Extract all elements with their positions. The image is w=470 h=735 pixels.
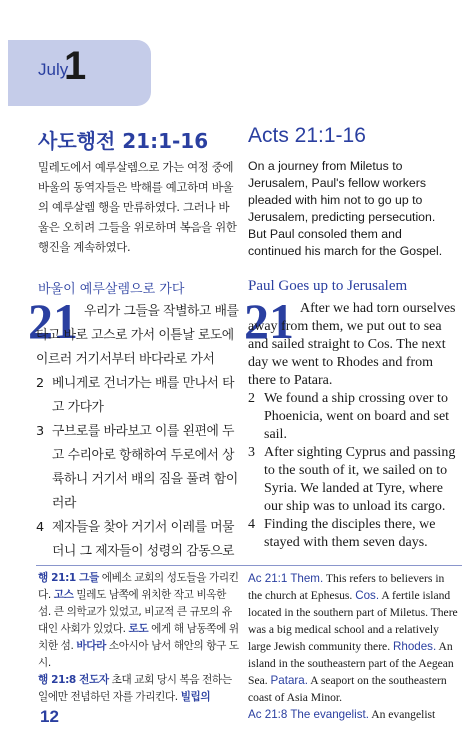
verse-1-korean: 우리가 그들을 작별하고 배를 타고 바로 고스로 가서 이튿날 로도에 이르러 거기서부터 바다라로 가서 [36,304,239,367]
intro-english: On a journey from Miletus to Jerusalem, Paul's fellow workers pleaded with him not to go up to Jerusalem, predicting persecution. But Paul consoled them and continued his march for the Gospel. [248,159,443,258]
note-text: A fertile island located in the southern part of Miletus. There was a big medical school and a relatively large Jewish community there. [248,589,458,653]
note-reference: 로도 [128,623,149,635]
month-label: July [38,60,69,79]
note-reference: 행 21:1 그들 [38,572,99,584]
section-heading-korean: 바울이 예루살렘으로 가다 [38,282,185,297]
verse-text: After sighting Cyprus and passing to the south of it, we sailed on to Syria. We landed at Tyre, where our ship was to unload its cargo. [264,445,456,514]
verse-text: 베니게로 건너가는 배를 만나서 타고 가다가 [52,376,235,415]
verse-number: 4 [36,520,44,535]
note-reference: 행 21:8 전도자 [38,674,109,686]
verse-text: We found a ship crossing over to Phoenicia, went on board and set sail. [264,391,450,442]
day-number: 1 [64,44,87,88]
verse-3-korean [36,420,241,516]
note-reference: Cos. [355,589,380,602]
verse-1-english: After we had torn ourselves away from them, we put out to sea and sailed straight to Cos. The next day we went to Rhodes and from there to Patara. [248,301,456,388]
note-reference: Ac 21:1 Them. [248,572,324,585]
verse-text: Finding the disciples there, we stayed with them seven days. [264,517,436,550]
verse-number: 4 [248,517,255,532]
study-notes-korean [38,570,241,706]
verse-4-korean [36,516,241,564]
note-text: 에베소 교회의 성도들을 가리킨다. [38,572,239,601]
note-text: 에게 해 남동쪽에 위치한 섬. [38,623,239,652]
note-text: This refers to believers in the church at Ephesus. [248,572,445,602]
note-reference: Rhodes. [393,640,437,653]
verse-number: 3 [248,445,255,460]
chapter-number-english: 21 [244,293,294,349]
note-reference: 빌립의 [180,691,211,703]
verse-number: 2 [36,376,44,391]
note-reference: 바다라 [76,640,106,652]
passage-title-english: Acts 21:1-16 [248,124,366,147]
note-text: An evangelist [368,708,436,721]
note-text: 소아시아 남서 해안의 항구 도시. [38,640,239,669]
note-text: 초대 교회 당시 복음 전하는 일에만 전념하던 자를 가리킨다. [38,674,232,703]
verse-2-korean [36,372,241,420]
section-heading-english: Paul Goes up to Jerusalem [248,278,408,294]
intro-korean: 밀레도에서 예루살렘으로 가는 여정 중에 바울의 동역자들은 박해를 예고하며 바울의 예루살렘 행을 만류하였다. 그러나 바울은 오히려 그들을 위로하며 복음을 위한 행진을 계속하였다. [38,160,237,254]
page-number: 12 [40,707,59,726]
note-text: A seaport on the southeastern coast of Asia Minor. [248,674,447,704]
verse-3-english [248,444,460,516]
verse-text: 구브로를 바라보고 이를 왼편에 두고 수리아로 항해하여 두로에서 상륙하니 거기서 배의 짐을 풀려 함이러라 [52,424,238,511]
verses-korean [36,300,241,564]
verse-text: 제자들을 찾아 거기서 이레를 머물더니 그 제자들이 성령의 감동으로 [52,520,235,559]
verses-english [248,300,460,552]
verse-4-english [248,516,460,552]
chapter-number-korean: 21 [28,293,78,349]
study-notes-english [248,570,460,723]
note-reference: 고스 [53,589,74,601]
note-reference: Patara. [270,674,308,687]
passage-title-korean: 사도행전 21:1-16 [38,129,209,153]
verse-number: 3 [36,424,44,439]
verse-2-english [248,390,460,444]
notes-divider [36,565,462,566]
note-text: An island in the southeastern part of the Aegean Sea. [248,640,454,687]
verse-number: 2 [248,391,255,406]
note-reference: Ac 21:8 The evangelist. [248,708,369,721]
note-text: 밀레도 남쪽에 위치한 작고 비옥한 섬. 큰 의학교가 있었고, 비교적 큰 규모의 유대인 사회가 있었다. [38,589,232,635]
